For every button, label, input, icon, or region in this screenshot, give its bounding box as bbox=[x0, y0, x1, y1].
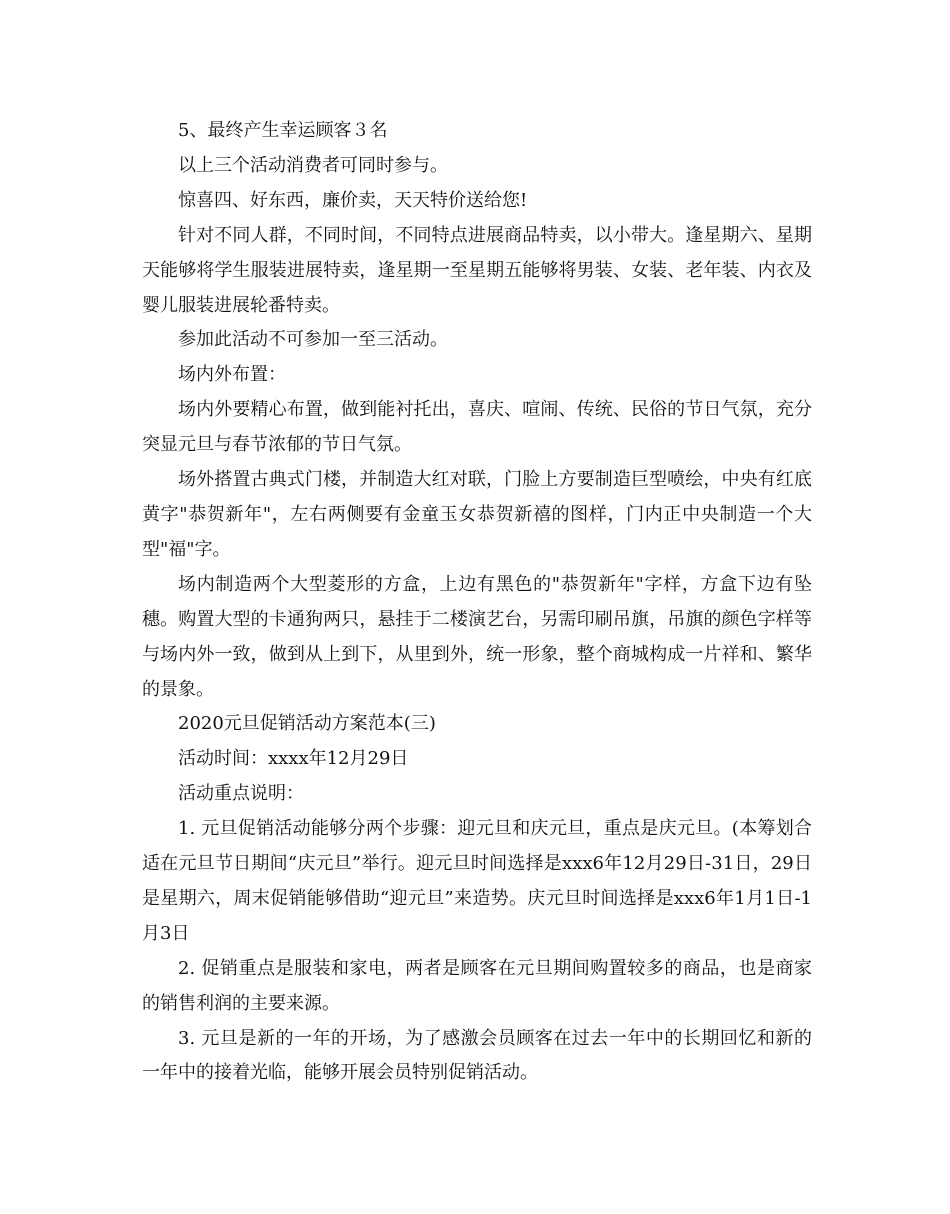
document-body bbox=[142, 114, 812, 1091]
paragraph-outdoor-gate: 场外搭置古典式门楼，并制造大红对联，门脸上方要制造巨型喷绘，中央有红底黄字"恭贺新年"，左右两侧要有金童玉女恭贺新禧的图样，门内正中央制造一个大型"福"字。 bbox=[142, 469, 812, 560]
paragraph-point-2: 2. 促销重点是服装和家电，两者是顾客在元旦期间购置较多的商品，也是商家的销售利润的主要来源。 bbox=[142, 957, 812, 1014]
paragraph-lucky-customers: 5、最终产生幸运顾客３名 bbox=[178, 120, 388, 141]
section-title: 2020元旦促销活动方案范本(三) bbox=[178, 713, 436, 735]
paragraph-point-3: 3. 元旦是新的一年的开场，为了感激会员顾客在过去一年中的长期回忆和新的一年中的接着光临，能够开展会员特别促销活动。 bbox=[142, 1027, 812, 1084]
paragraph-key-points-heading: 活动重点说明： bbox=[178, 783, 304, 805]
paragraph-special-sales: 针对不同人群，不同时间，不同特点进展商品特卖，以小带大。逢星期六、星期天能够将学生服装进展特卖，逢星期一至星期五能够将男装、女装、老年装、内衣及婴儿服装进展轮番特卖。 bbox=[142, 224, 812, 316]
paragraph-point-1: 1. 元旦促销活动能够分两个步骤：迎元旦和庆元旦，重点是庆元旦。(本筹划合适在元旦节日期间“庆元旦”举行。迎元旦时间选择是xxx6年12月29日-31日，29日是星期六，周末促销能够借助“迎元旦”来造势。庆元旦时间选择是xxx6年1月1日-1月3日 bbox=[142, 818, 812, 944]
paragraph-exclusion: 参加此活动不可参加一至三活动。 bbox=[178, 329, 448, 351]
paragraph-venue-heading: 场内外布置： bbox=[178, 364, 286, 386]
paragraph-activity-time: 活动时间：xxxx年12月29日 bbox=[178, 748, 409, 770]
paragraph-indoor-decoration: 场内制造两个大型菱形的方盒，上边有黑色的"恭贺新年"字样，方盒下边有坠穗。购置大型的卡通狗两只，悬挂于二楼演艺台，另需印刷吊旗，吊旗的颜色字样等与场内外一致，做到从上到下，从里到外，统一形象，整个商城构成一片祥和、繁华的景象。 bbox=[142, 573, 812, 700]
paragraph-surprise-four: 惊喜四、好东西，廉价卖，天天特价送给您! bbox=[178, 189, 528, 211]
paragraph-venue-decoration: 场内外要精心布置，做到能衬托出，喜庆、喧闹、传统、民俗的节日气氛，充分突显元旦与春节浓郁的节日气氛。 bbox=[142, 399, 812, 456]
paragraph-participation: 以上三个活动消费者可同时参与。 bbox=[178, 154, 448, 176]
